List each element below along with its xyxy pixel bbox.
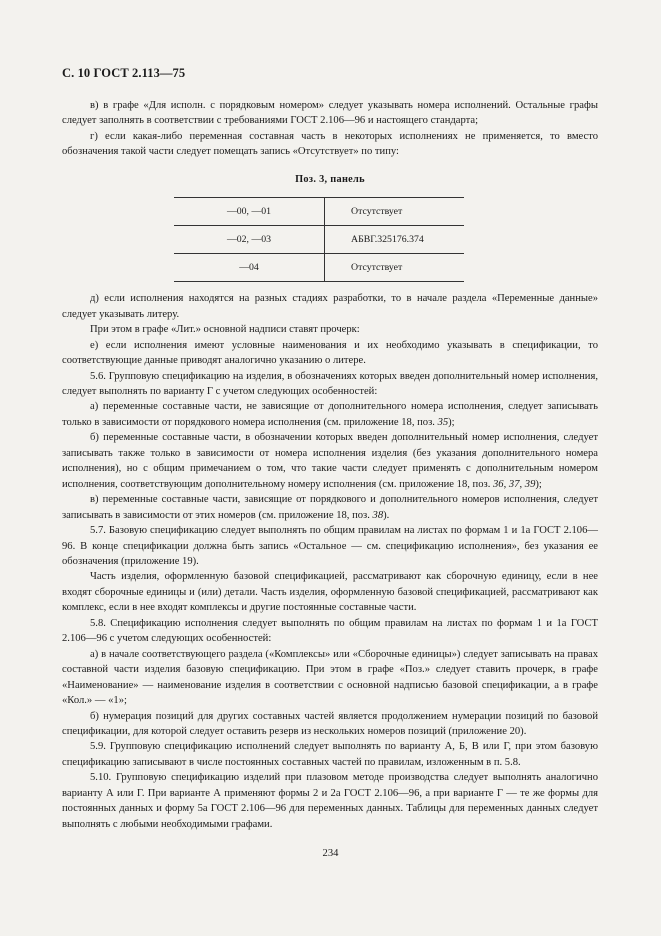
paragraph	[62, 492, 598, 523]
text-run: б) переменные составные части, в обозначении которых введен дополнительный номер исполнения, следует записывать также только в зависимости от номера исполнения изделия (без указания дополнительного номера исполнения), но с общим примечанием о том, что такие части следует применять с дополнительным номером исполнения, соответствующим дополнительному номеру исполнения (см. приложение 18, поз.	[62, 432, 598, 490]
table-cell-range: —04	[174, 254, 325, 282]
paragraph: 5.7. Базовую спецификацию следует выполнять по общим правилам на листах по формам 1 и 1а ГОСТ 2.106—96. В конце спецификации должна быть запись «Остальное — см. спецификацию исполнения», без указания ее обозначения (приложение 19).	[62, 525, 598, 567]
ref-number: 36	[493, 478, 504, 490]
paragraph: е) если исполнения имеют условные наименования и их необходимо указывать в спецификации, то соответствующие данные приводят аналогично указанию о литере.	[62, 339, 598, 367]
table-cell-range: —02, —03	[174, 226, 325, 254]
table-row	[174, 254, 464, 282]
table-caption: Поз. 3, панель	[295, 173, 365, 185]
paragraph: в) в графе «Для исполн. с порядковым номером» следует указывать номера исполнений. Остальные графы следует заполнять в соответствии с требованиями ГОСТ 2.106—96 и настоящего стандарта;	[62, 100, 598, 127]
paragraph: д) если исполнения находятся на разных стадиях разработки, то в начале раздела «Переменные данные» следует указывать литеру.	[62, 293, 598, 320]
text-run: ,	[519, 478, 525, 490]
text-run: );	[448, 416, 455, 428]
table-cell-value: Отсутствует	[325, 254, 465, 282]
text-run: ).	[383, 509, 390, 521]
paragraph	[62, 399, 598, 430]
table-cell-value: Отсутствует	[325, 198, 465, 226]
variants-table	[174, 197, 464, 282]
table-cell-value: АБВГ.325176.374	[325, 226, 465, 254]
document-body	[62, 98, 598, 832]
ref-number: 38	[372, 509, 384, 521]
text-run: а) переменные составные части, не зависящие от дополнительного номера исполнения, следует записывать только в зависимости от порядкового номера исполнения (см. приложение 18, поз.	[62, 401, 598, 428]
text-run: );	[535, 478, 542, 490]
page-number: 234	[322, 848, 339, 859]
ref-number: 39	[524, 478, 536, 490]
paragraph: 5.8. Спецификацию исполнения следует выполнять по общим правилам на листах по формам 1 и 1а ГОСТ 2.106—96 с учетом следующих особенностей:	[62, 617, 598, 645]
paragraph: При этом в графе «Лит.» основной надписи ставят прочерк:	[90, 324, 360, 336]
table-row	[174, 198, 464, 226]
paragraph: 5.6. Групповую спецификацию на изделия, в обозначениях которых введен дополнительный номер исполнения, следует выполнять по варианту Г с учетом следующих особенностей:	[62, 370, 598, 397]
ref-number: 35	[437, 416, 449, 428]
paragraph: 5.10. Групповую спецификацию изделий при плазовом методе производства следует выполнять аналогично варианту А или Г. При варианте А применяют формы 2 и 2а ГОСТ 2.106—96, а при варианте Г — те же формы для постоянных данных и форму 5а ГОСТ 2.106—96 для переменных данных. Таблицы для переменных данных следует выполнять с любыми необходимыми графами.	[62, 772, 598, 830]
paragraph: а) в начале соответствующего раздела («Комплексы» или «Сборочные единицы») следует записывать на правах составной части изделия базовую спецификацию. При этом в графе «Поз.» следует ставить прочерк, в графе «Наименование» — наименование изделия в соответствии с основной надписью базовой спецификации, а в графе «Кол.» — «1»;	[62, 648, 598, 707]
text-run: ,	[503, 478, 509, 490]
paragraph: г) если какая-либо переменная составная часть в некоторых исполнениях не применяется, то вместо обозначения такой части следует помещать запись «Отсутствует» по типу:	[62, 130, 598, 158]
page-header: С. 10 ГОСТ 2.113—75	[62, 66, 186, 80]
paragraph: б) нумерация позиций для других составных частей является продолжением нумерации позиций по базовой спецификации, для которой следует оставить резерв из нескольких номеров позиций (приложение 20).	[62, 710, 598, 737]
paragraph: 5.9. Групповую спецификацию исполнений следует выполнять по варианту А, Б, В или Г, при этом базовую спецификацию записывают в числе постоянных составных частей по правилам, изложенным в п. 5.8.	[62, 741, 598, 768]
table-row	[174, 226, 464, 254]
paragraph: Часть изделия, оформленную базовой спецификацией, рассматривают как сборочную единицу, если в нее входят сборочные единицы и (или) детали. Часть изделия, оформленную базовой спецификацией, рассматривают как комплекс, если в нее входят комплексы и другие постоянные составные части.	[62, 571, 598, 614]
paragraph	[62, 430, 598, 492]
ref-number: 37	[508, 478, 520, 490]
table-cell-range: —00, —01	[174, 198, 325, 226]
text-run: в) переменные составные части, зависящие от порядкового и дополнительного номеров исполнения, следует записывать в зависимости от этих номеров (см. приложение 18, поз.	[62, 494, 598, 521]
